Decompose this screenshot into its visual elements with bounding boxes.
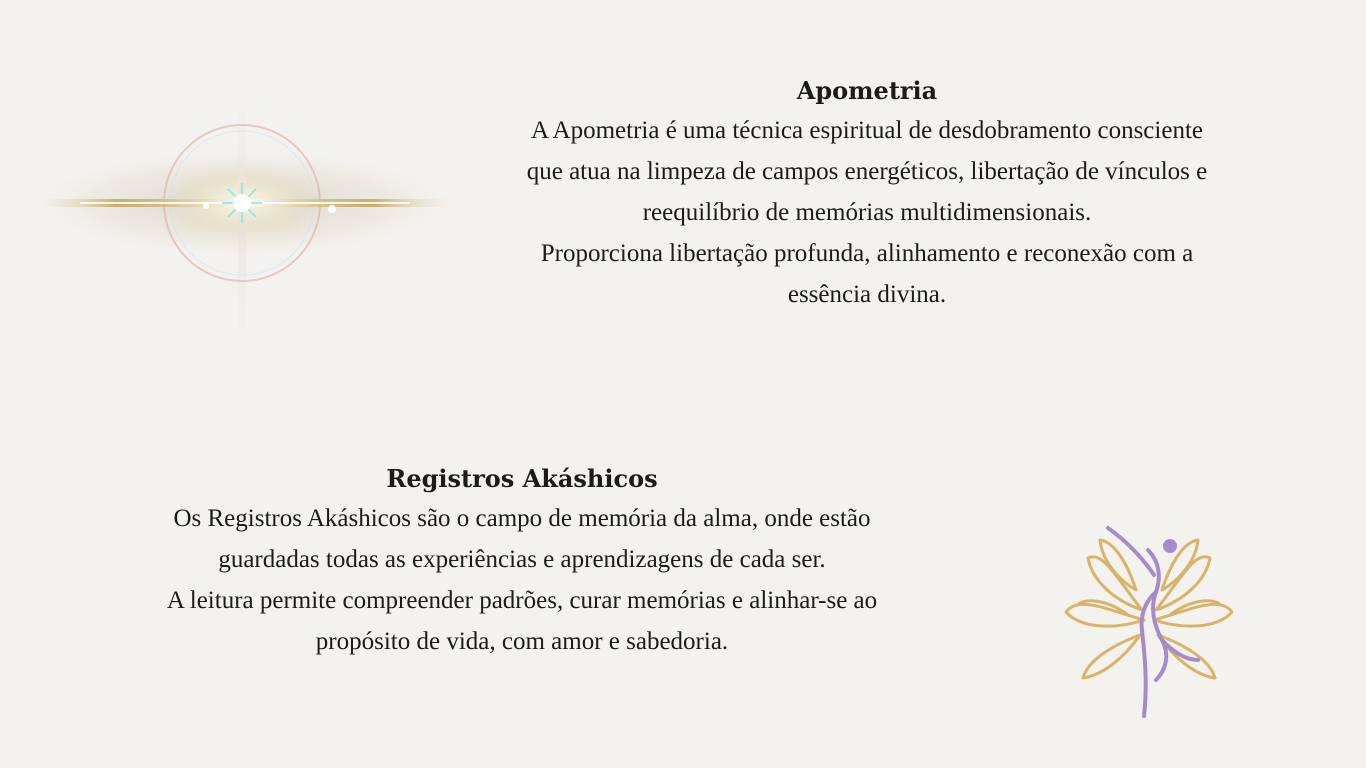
akashicos-section (86, 464, 958, 662)
akashicos-line: Os Registros Akáshicos são o campo de memória da alma, onde estão (173, 505, 871, 532)
akashicos-line: A leitura permite compreender padrões, curar memórias e alinhar-se ao (166, 587, 878, 614)
akashicos-line: guardadas todas as experiências e aprendizagens de cada ser. (218, 546, 826, 573)
akashicos-title: Registros Akáshicos (386, 464, 658, 493)
apometria-section (454, 76, 1280, 315)
apometria-line: que atua na limpeza de campos energéticos, libertação de vínculos e (526, 158, 1208, 185)
light-flare-icon (20, 40, 470, 390)
apometria-line: essência divina. (787, 281, 947, 308)
apometria-line: Proporciona libertação profunda, alinhamento e reconexão com a (540, 240, 1194, 267)
apometria-line: reequilíbrio de memórias multidimensionais. (642, 199, 1092, 226)
butterfly-woman-lotus-logo (1058, 520, 1240, 720)
apometria-line: A Apometria é uma técnica espiritual de desdobramento consciente (531, 117, 1203, 144)
apometria-title: Apometria (796, 76, 938, 105)
akashicos-line: propósito de vida, com amor e sabedoria. (315, 628, 729, 655)
